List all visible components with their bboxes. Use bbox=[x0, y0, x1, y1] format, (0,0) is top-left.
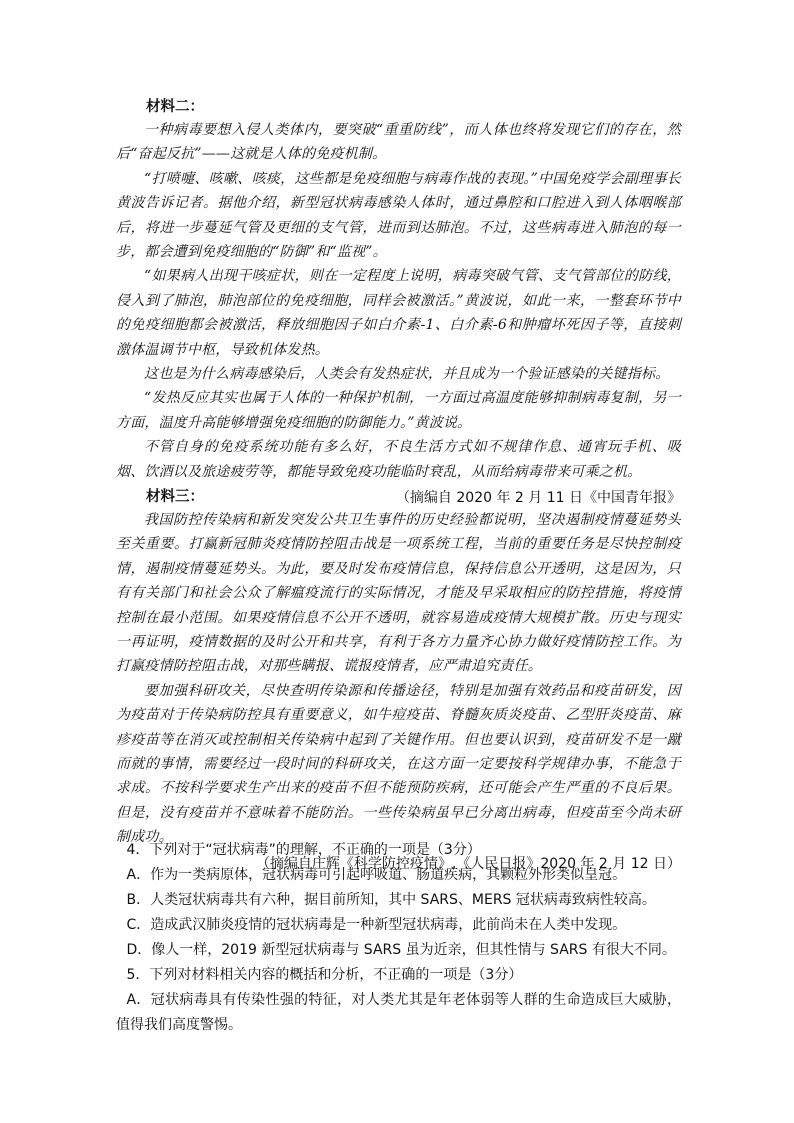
question-4-option-a: A．作为一类病原体，冠状病毒可引起呼吸道、肠道疾病，其颗粒外形类似皇冠。 bbox=[126, 867, 627, 883]
material-two-paragraph: 不管自身的免疫系统功能有多么好，不良生活方式如不规律作息、通宵玩手机、吸烟、饮酒以及旅途疲劳等，都能导致免疫功能临时衰乱，从而给病毒带来可乘之机。 bbox=[116, 439, 681, 480]
material-two-paragraph: “打喷嚏、咳嗽、咳痰，这些都是免疫细胞与病毒作战的表现。”中国免疫学会副理事长黄波告诉记者。据他介绍，新型冠状病毒感染人体时，通过鼻腔和口腔进入到人体咽喉部后，将进一步蔓延气管及更细的支气管，进而到达肺泡。不过，这些病毒进入肺泡的每一步，都会遭到免疫细胞的“防御”和“监视”。 bbox=[116, 170, 681, 261]
question-4-option-b: B．人类冠状病毒共有六种，据目前所知，其中 SARS、MERS 冠状病毒致病性较高。 bbox=[126, 892, 656, 908]
material-three-heading: 材料三： bbox=[146, 489, 204, 505]
questions bbox=[116, 838, 681, 1038]
material-two-heading: 材料二： bbox=[146, 99, 204, 115]
question-4-stem: 4．下列对于“冠状病毒”的理解，不正确的一项是（3分） bbox=[126, 842, 481, 858]
material-three bbox=[116, 486, 681, 880]
material-two-paragraph: 一种病毒要想入侵人类体内，要突破“重重防线”，而人体也终将发现它们的存在，然后“奋起反抗”——这就是人体的免疫机制。 bbox=[116, 122, 681, 163]
question-5-stem: 5．下列对材料相关内容的概括和分析，不正确的一项是（3分） bbox=[126, 967, 523, 983]
question-5-option-a: A．冠状病毒具有传染性强的特征，对人类尤其是年老体弱等人群的生命造成巨大威胁，值得我们高度警惕。 bbox=[116, 992, 681, 1033]
material-two-paragraph: “发热反应其实也属于人体的一种保护机制，一方面过高温度能够抑制病毒复制，另一方面，温度升高能够增强免疫细胞的防御能力。”黄波说。 bbox=[116, 390, 681, 431]
question-4-option-d: D．像人一样，2019 新型冠状病毒与 SARS 虽为近亲，但其性情与 SARS 有很大不同。 bbox=[126, 942, 676, 958]
material-three-source: （摘编自庄辉《科学防控疫情》,《人民日报》2020 年 2 月 12 日） bbox=[255, 855, 681, 872]
material-two-paragraph: 这也是为什么病毒感染后，人类会有发热症状，并且成为一个验证感染的关键指标。 bbox=[144, 366, 670, 383]
material-two bbox=[116, 96, 681, 514]
material-three-paragraph: 要加强科研攻关，尽快查明传染源和传播途径，特别是加强有效药品和疫苗研发，因为疫苗对于传染病防控具有重要意义，如牛痘疫苗、脊髓灰质炎疫苗、乙型肝炎疫苗、麻疹疫苗等在消灭或控制相关传染病中起到了关键作用。但也要认识到，疫苗研发不是一蹴而就的事情，需要经过一段时间的科研攻关，在这方面一定要按科学规律办事，不能急于求成。不按科学要求生产出来的疫苗不但不能预防疾病，还可能会产生严重的不良后果。但是，没有疫苗并不意味着不能防治。一些传染病虽早已分离出病毒，但疫苗至今尚未研制成功。 bbox=[116, 682, 681, 846]
material-three-paragraph: 我国防控传染病和新发突发公共卫生事件的历史经验都说明，坚决遏制疫情蔓延势头至关重要。打赢新冠肺炎疫情防控阻击战是一项系统工程，当前的重要任务是尽快控制疫情，遏制疫情蔓延势头。为此，要及时发布疫情信息，保持信息公开透明，这是因为，只有有关部门和社会公众了解瘟疫流行的实际情况，才能及早采取相应的防控措施，将疫情控制在最小范围。如果疫情信息不公开不透明，就容易造成疫情大规模扩散。历史与现实一再证明，疫情数据的及时公开和共享，有利于各方力量齐心协力做好疫情防控工作。为打赢疫情防控阻击战，对那些瞒报、谎报疫情者，应严肃追究责任。 bbox=[116, 512, 681, 675]
material-two-paragraph: “如果病人出现干咳症状，则在一定程度上说明，病毒突破气管、支气管部位的防线，侵入到了肺泡，肺泡部位的免疫细胞，同样会被激活。”黄波说，如此一来，一整套环节中的免疫细胞都会被激活，释放细胞因子如白介素-1、白介素-6和肿瘤坏死因子等，直接刺激体温调节中枢，导致机体发热。 bbox=[116, 268, 681, 358]
material-two-source: （摘编自 2020 年 2 月 11 日《中国青年报》 bbox=[395, 490, 681, 507]
question-4-option-c: C．造成武汉肺炎疫情的冠状病毒是一种新型冠状病毒，此前尚未在人类中发现。 bbox=[126, 917, 627, 933]
